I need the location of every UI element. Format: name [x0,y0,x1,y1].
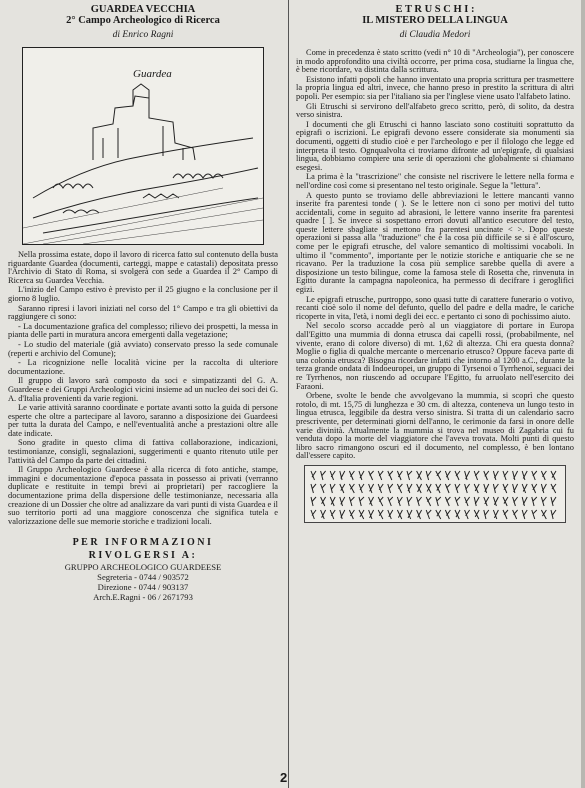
inscription-glyph [474,471,479,480]
inscription-glyph [340,471,345,480]
info-phone-3: Arch.E.Ragni - 06 / 2671793 [93,592,193,603]
castle-illustration [22,47,264,245]
inscription-glyph [522,471,527,480]
info-phone-2: Direzione - 0744 / 903137 [97,582,189,593]
inscription-glyph [378,484,383,493]
right-column [296,0,574,523]
inscription-glyph [349,497,354,506]
inscription-glyph [349,510,354,519]
article-title [8,4,278,26]
article-body [8,251,278,526]
inscription-glyph [445,497,450,506]
inscription-glyph [407,510,412,519]
inscription-glyph [359,484,364,493]
inscription-glyph [532,484,537,493]
inscription-glyph [455,497,460,506]
inscription-glyph [474,484,479,493]
inscription-glyph [388,471,393,480]
inscription-glyph [426,497,431,506]
inscription-glyph [426,484,431,493]
page-edge [581,0,585,788]
inscription-glyph [359,510,364,519]
paragraph: Saranno ripresi i lavori iniziati nel corso del 1° Campo e tra gli obiettivi da raggiungere ci sono: [8,303,278,322]
inscription-glyph [503,510,508,519]
inscription-glyph [330,471,335,480]
inscription-glyph [378,497,383,506]
inscription-glyph [311,471,316,480]
inscription-glyph [369,510,374,519]
inscription-glyph [484,497,489,506]
inscription-glyph [465,471,470,480]
paragraph: Il Gruppo Archeologico Guardeese è alla ricerca di foto antiche, stampe, immagini e documentazione d'epoca passata in possesso ai privati (verranno duplicate e restituite in tempi brevi ai proprietari) per raccogliere la documentazione prima della dispersione delle testimonianze, necessaria alla creazione di un Dossier che oltre ad analizzare da vari punti di vista Guardea e il suo territorio porti ad una maggiore conoscenza che significa tutela e valorizzazione delle sue memorie storiche e tradizioni locali. [8,465,278,526]
inscription-glyph [455,510,460,519]
article-author: di Enrico Ragni [112,30,174,40]
inscription-glyph [369,471,374,480]
inscription-glyph [503,497,508,506]
title-line-2: IL MISTERO DELLA LINGUA [362,15,508,26]
article-title [296,4,574,26]
inscription-glyph [397,510,402,519]
inscription-glyph [311,510,316,519]
info-group: GRUPPO ARCHEOLOGICO GUARDEESE [64,562,222,573]
inscription-glyph [551,497,556,506]
paragraph: - Lo studio del materiale (già avviato) conservato presso la sede comunale (reperti e archivio del Comune); [8,339,278,358]
inscription-glyph [532,471,537,480]
inscription-glyph [397,484,402,493]
inscription-glyph [426,471,431,480]
inscription-glyph [388,484,393,493]
info-title-2: RIVOLGERSI A: [88,550,198,562]
paragraph: Nella prossima estate, dopo il lavoro di ricerca fatto sul contenuto della busta riguardante Guardea (documenti, carteggi, mappe e catastali) depositata presso l'Archivio di Stato di Roma, si svolgerà con sede a Guardea il 2° Campo di Ricerca su Guardea Vecchia. [8,250,278,285]
inscription-glyph [426,510,431,519]
inscription-glyph [551,484,556,493]
inscription-glyph [407,471,412,480]
column-divider [288,0,289,788]
inscription-glyph [551,510,556,519]
inscription-glyph [417,497,422,506]
inscription-glyph [330,497,335,506]
paragraph: Esistono infatti popoli che hanno inventato una propria scrittura per trasmettere la propria lingua ed altri, invece, che hanno preso in prestito la scrittura di altri popoli. Per esempio: sia per l'italiano sia per l'inglese viene usato l'alfabeto latino. [296,74,574,101]
inscription-glyph [541,497,546,506]
inscription-glyph [321,471,326,480]
article-body [296,49,574,461]
inscription-glyph [484,510,489,519]
inscription-glyph [532,497,537,506]
inscription-glyph [369,484,374,493]
inscription-glyph [484,484,489,493]
inscription-glyph [369,497,374,506]
inscription-glyph [493,484,498,493]
paragraph: Come in precedenza è stato scritto (vedi n° 10 di "Archeologia"), per conoscere in modo approfondito una civiltà occorre, per prima cosa, studiarne la lingua che, è bene ricordare, va distinta dalla scrittura. [296,48,574,75]
info-title-1: PER INFORMAZIONI [72,537,214,549]
inscription-glyph [330,510,335,519]
inscription-glyph [455,471,460,480]
inscription-glyph [311,497,316,506]
title-line-2: 2° Campo Archeologico di Ricerca [66,15,220,26]
inscription-glyph [503,484,508,493]
inscription-glyph [503,471,508,480]
inscription-glyph [465,510,470,519]
inscription-glyph [513,471,518,480]
inscription-glyph [388,510,393,519]
inscription-glyph [397,471,402,480]
inscription-glyph [417,510,422,519]
inscription-glyph [493,497,498,506]
etruscan-inscription-image [304,465,566,523]
inscription-glyph [397,497,402,506]
illustration-label: Guardea [133,68,172,80]
inscription-glyph [349,484,354,493]
inscription-glyph [445,484,450,493]
inscription-glyph [513,497,518,506]
info-phone-1: Segreteria - 0744 / 903572 [97,572,189,583]
inscription-glyph [417,471,422,480]
inscription-glyph [436,510,441,519]
paragraph: L'inizio del Campo estivo è previsto per il 25 giugno e la conclusione per il giorno 8 luglio. [8,285,278,303]
inscription-glyph [551,471,556,480]
inscription-glyph [541,471,546,480]
paragraph: Le varie attività saranno coordinate e portate avanti sotto la guida di persone esperte che oltre a partecipare al lavoro, saranno a disposizione dei Guardeesi per tutta la durata del Campo, e nell'eventualità anche a prestazioni oltre alle date indicate. [8,403,278,438]
inscription-glyph [474,510,479,519]
inscription-glyph [465,484,470,493]
inscription-glyph [493,510,498,519]
paragraph: - La ricognizione nelle località vicine per la raccolta di ulteriore documentazione. [8,358,278,376]
paragraph: Nel secolo scorso accadde però al un viaggiatore di portare in Europa dall'Egitto una mummia di donna etrusca dai capelli rossi, (probabilmente, nel vivente, erano di colore diverso) di mt. 1,62 di altezza. Chi era questa donna? Moglie o figlia di qualche mercante o mercenario etrusco? Oppure faceva parte di una colonia etrusca? Bisogna ricordare infatti che intorno al 1200 a.C., durante la terza grande ondata di Indoeuropei, un gruppo di Tyrsenoi o Tyrrhenoi, seguaci dei re Tyrrhenos, non riuscendo ad occupare l'Egitto, fu arruolato nell'esercito dei Faraoni. [296,321,574,391]
inscription-glyph [522,497,527,506]
paragraph: La prima è la "trascrizione" che consiste nel riscrivere le lettere nella forma e nell'ordine così come si presentano nel testo originale. Segue la "lettura". [296,172,574,190]
inscription-glyph [417,484,422,493]
inscription-glyph [465,497,470,506]
inscription-glyph [445,510,450,519]
inscription-glyph [493,471,498,480]
inscription-glyph [541,484,546,493]
paragraph: A questo punto se troviamo delle abbreviazioni le lettere mancanti vanno inserite fra parentesi tonde ( ). Se le lettere non ci sono per motivi del tutto accidentali, come in seguito ad abrasioni, le lettere vanno inserite fra parentesi quadre [ ]. Se invece si sospettano errori dovuti all'antico esecutore del testo, queste lettere sbagliate si mettono fra parentesi uncinate < >. Dopo queste operazioni si passa alla "traduzione" che è la cosa più difficile se si è all'oscuro, come per le epigrafi etrusche, del valore semantico di moltissimi vocaboli. In ultimo il "commento", importante per le notizie storiche e antiquarie che se ne ricavano. Per la traduzione la cosa più semplice sarebbe quella di avere a disposizione un testo bilingue, come la famosa stele di Rosetta che, rinvenuta in Egitto durante la campagna napoleonica, ha permesso di decifrare i geroglifici egizi. [296,190,574,295]
inscription-glyph [407,484,412,493]
inscription-glyph [522,484,527,493]
inscription-glyphs [305,466,565,522]
inscription-glyph [311,484,316,493]
paragraph: Gli Etruschi si servirono dell'alfabeto greco scritto, però, di solito, da destra verso sinistra. [296,101,574,120]
paragraph: - La documentazione grafica del complesso; rilievo dei prospetti, la messa in pianta delle parti in muratura ancora emergenti dalla vegetazione; [8,321,278,340]
inscription-glyph [321,510,326,519]
inscription-glyph [474,497,479,506]
paragraph: Sono gradite in questo clima di fattiva collaborazione, indicazioni, testimonianze, consigli, segnalazioni, suggerimenti e quanto ritenuto utile per l'attività del Campo da parte dei cittadini. [8,438,278,465]
inscription-glyph [340,484,345,493]
paragraph: Le epigrafi etrusche, purtroppo, sono quasi tutte di carattere funerario o votivo, recanti cioè solo il nome del defunto, quello del padre e della madre, le cariche ricoperte in vita, l'età, i nomi degli dei ecc. e pertanto ci sono di pochissimo aiuto. [296,294,574,321]
inscription-glyph [378,510,383,519]
left-column [8,0,278,602]
inscription-glyph [436,497,441,506]
article-author: di Claudia Medori [399,30,471,40]
inscription-glyph [359,471,364,480]
inscription-glyph [321,484,326,493]
inscription-glyph [541,510,546,519]
inscription-glyph [330,484,335,493]
inscription-glyph [340,510,345,519]
inscription-glyph [532,510,537,519]
paragraph: Orbene, svolte le bende che avvolgevano la mummia, si scoprì che questo rotolo, di mt. 15,75 di lunghezza e 30 cm. di altezza, conteneva un lungo testo in lingua etrusca, leggibile da destra verso sinistra. Si tratta di un calendario sacro prescrivente, per determinati giorni dell'anno, le cerimonie da farsi in onore delle varie divinità. Attualmente la mummia si trova nel museo di Zagabria cui fu venduta dopo la morte del viaggiatore che l'aveva trovata. Molti punti di questo libro sacro rimangono oscuri ed il documento, nel complesso, è ben lontano dall'essere capito. [296,391,574,461]
title-line-1: GUARDEA VECCHIA [90,4,196,15]
inscription-glyph [340,497,345,506]
paragraph: I documenti che gli Etruschi ci hanno lasciato sono costituiti soprattutto da epigrafi o iscrizioni. Le epigrafi devono essere considerate sia monumenti sia documenti, oggetti di studio cioè e per l'archeologo e per il filologo che legge ed interpreta il testo. Ognqualvolta ci troviamo difronte ad un'epigrafe, di qualsiasi lingua, dobbiamo compiere una serie di operazioni che globalmente si chiamano esegesi. [296,119,574,172]
paragraph: Il gruppo di lavoro sarà composto da soci e simpatizzanti del G. A. Guardeese e dei Gruppi Archeologici vicini insieme ad un nucleo dei soci dei G. A. d'Italia provenienti da varie regioni. [8,376,278,403]
inscription-glyph [321,497,326,506]
inscription-glyph [378,471,383,480]
title-line-1: E T R U S C H I : [395,4,475,15]
inscription-glyph [513,510,518,519]
inscription-glyph [484,471,489,480]
info-block [8,536,278,602]
inscription-glyph [349,471,354,480]
inscription-glyph [522,510,527,519]
inscription-glyph [436,484,441,493]
page-number: 2 [280,770,288,785]
inscription-glyph [388,497,393,506]
inscription-glyph [445,471,450,480]
inscription-glyph [455,484,460,493]
inscription-glyph [359,497,364,506]
inscription-glyph [407,497,412,506]
inscription-glyph [436,471,441,480]
inscription-glyph [513,484,518,493]
